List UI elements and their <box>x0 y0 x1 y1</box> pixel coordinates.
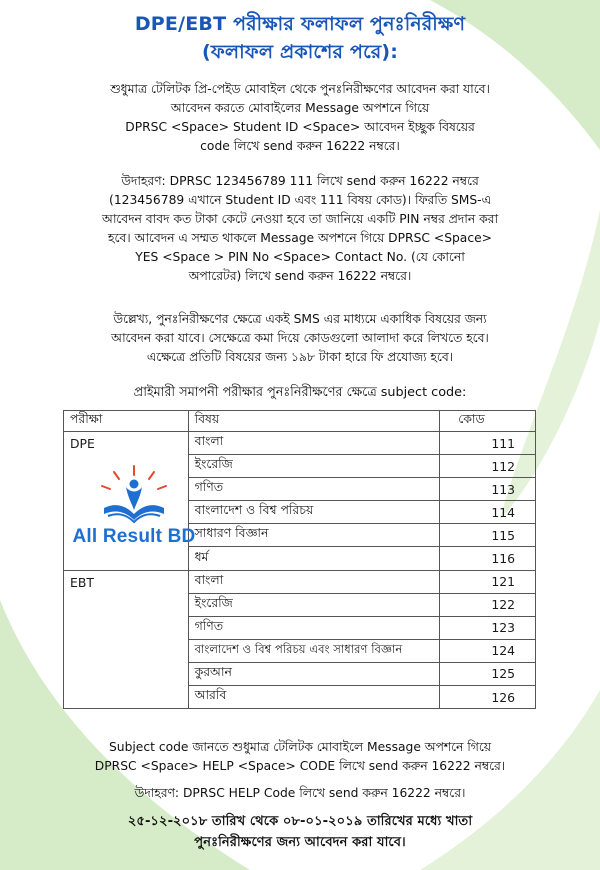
subject-cell: গণিত <box>188 616 440 639</box>
subject-cell: বাংলাদেশ ও বিশ্ব পরিচয় <box>188 501 440 524</box>
intro-line: শুধুমাত্র টেলিটক প্রি-পেইড মোবাইল থেকে পুনঃনিরীক্ষণের আবেদন করা যাবে। <box>110 82 490 96</box>
code-cell: 124 <box>440 639 536 662</box>
intro-line: আবেদন করতে মোবাইলের Message অপশনে গিয়ে <box>170 101 430 115</box>
table-header-row <box>64 411 536 432</box>
code-cell: 126 <box>440 686 536 709</box>
note-paragraph <box>30 310 570 367</box>
note-line: আবেদন করা যাবে। সেক্ষেত্রে কমা দিয়ে কোডগুলো আলাদা করে লিখতে হবে। <box>111 331 489 345</box>
note-line: উল্লেখ্য, পুনঃনিরীক্ষণের ক্ষেত্রে একই SMS এর মাধ্যমে একাধিক বিষয়ের জন্য <box>113 312 487 326</box>
exam-cell-dpe: DPE <box>64 432 189 571</box>
example-line: উদাহরণ: DPRSC 123456789 111 লিখে send করুন 16222 নম্বরে <box>121 174 479 188</box>
subject-cell: বাংলা <box>188 570 440 593</box>
code-cell: 114 <box>440 501 536 524</box>
code-cell: 111 <box>440 432 536 455</box>
help-line: DPRSC <Space> HELP <Space> CODE লিখে send করুন 16222 নম্বরে। <box>94 759 506 773</box>
intro-paragraph <box>30 80 570 156</box>
notice-title-line1: DPE/EBT পরীক্ষার ফলাফল পুনঃনিরীক্ষণ <box>134 13 466 35</box>
subject-cell: ইংরেজি <box>188 593 440 616</box>
deadline-line: পুনঃনিরীক্ষণের জন্য আবেদন করা যাবে। <box>194 835 406 850</box>
header-code: কোড <box>440 411 536 432</box>
code-cell: 121 <box>440 570 536 593</box>
intro-line: DPRSC <Space> Student ID <Space> আবেদন ইচ্ছুক বিষয়ের <box>125 120 475 134</box>
header-exam: পরীক্ষা <box>64 411 189 432</box>
subject-cell: আরবি <box>188 686 440 709</box>
code-cell: 113 <box>440 478 536 501</box>
header-subject: বিষয় <box>188 411 440 432</box>
example-line: (123456789 এখানে Student ID এবং 111 বিষয় কোড)। ফিরতি SMS-এ <box>109 193 491 207</box>
example-line: YES <Space > PIN No <Space> Contact No. (যে কোনো <box>135 250 465 264</box>
exam-cell-ebt: EBT <box>64 570 189 709</box>
note-line: এক্ষেত্রে প্রতিটি বিষয়ের জন্য ১৯৮ টাকা হারে ফি প্রযোজ্য হবে। <box>146 350 454 364</box>
table-row <box>64 432 536 455</box>
code-cell: 115 <box>440 524 536 547</box>
reader-book-icon <box>64 462 204 528</box>
subject-code-table <box>63 410 536 709</box>
help-example: উদাহরণ: DPRSC HELP Code লিখে send করুন 16222 নম্বরে। <box>134 786 466 800</box>
table-caption: প্রাইমারী সমাপনী পরীক্ষার পুনঃনিরীক্ষণের ক্ষেত্রে subject code: <box>133 385 467 400</box>
intro-line: code লিখে send করুন 16222 নম্বরে। <box>200 139 400 153</box>
help-line: Subject code জানতে শুধুমাত্র টেলিটক মোবাইলে Message অপশনে গিয়ে <box>108 740 492 754</box>
subject-cell: গণিত <box>188 478 440 501</box>
code-cell: 122 <box>440 593 536 616</box>
notice-title-line2: (ফলাফল প্রকাশের পরে): <box>201 41 399 63</box>
subject-cell: কুরআন <box>188 662 440 685</box>
code-cell: 125 <box>440 662 536 685</box>
code-cell: 116 <box>440 547 536 570</box>
example-paragraph <box>30 172 570 286</box>
code-cell: 112 <box>440 455 536 478</box>
deadline-line: ২৫-১২-২০১৮ তারিখ থেকে ০৮-০১-২০১৯ তারিখের মধ্যে খাতা <box>127 814 473 829</box>
example-line: অপারেটর) লিখে send করুন 16222 নম্বরে। <box>188 269 412 283</box>
watermark-logo <box>64 462 204 556</box>
subject-cell: ধর্ম <box>188 547 440 570</box>
logo-text: All Result BD <box>72 526 196 547</box>
code-cell: 123 <box>440 616 536 639</box>
subject-cell: বাংলাদেশ ও বিশ্ব পরিচয় এবং সাধারণ বিজ্ঞান <box>188 639 440 662</box>
deadline-paragraph <box>30 811 570 853</box>
help-paragraph <box>30 738 570 776</box>
subject-cell: ইংরেজি <box>188 455 440 478</box>
example-line: হবে। আবেদন এ সম্মত থাকলে Message অপশনে গিয়ে DPRSC <Space> <box>108 231 492 245</box>
subject-cell: বাংলা <box>188 432 440 455</box>
subject-cell: সাধারণ বিজ্ঞান <box>188 524 440 547</box>
table-row <box>64 570 536 593</box>
example-line: আবেদন বাবদ কত টাকা কেটে নেওয়া হবে তা জানিয়ে একটি PIN নম্বর প্রদান করা <box>101 212 499 226</box>
